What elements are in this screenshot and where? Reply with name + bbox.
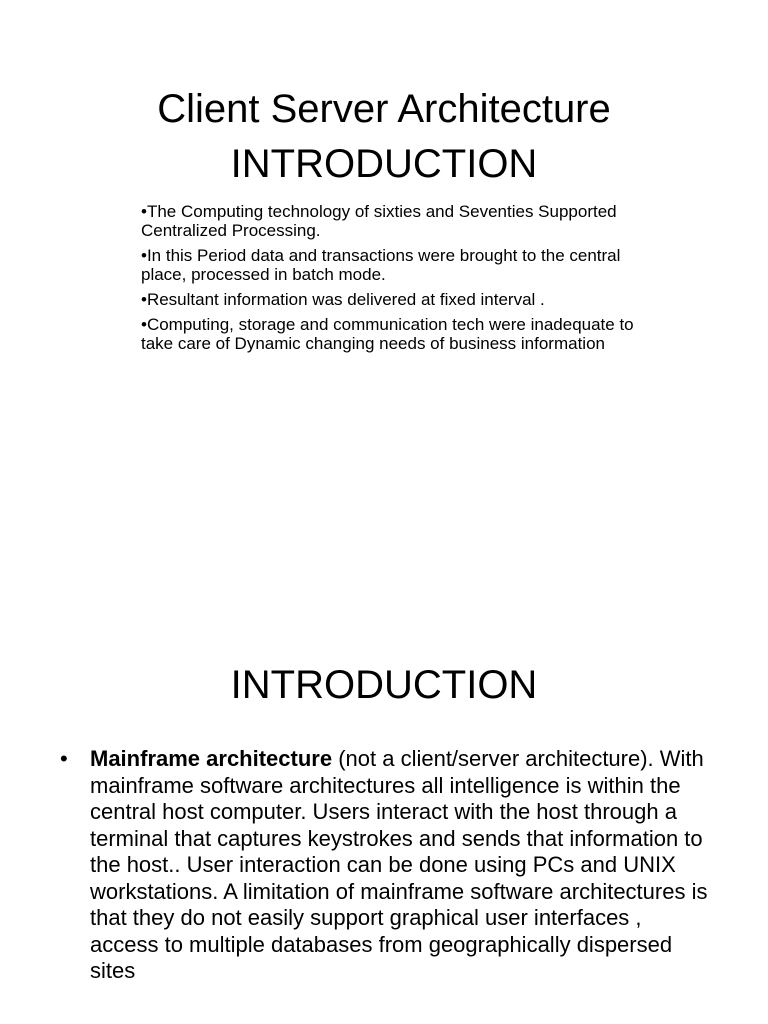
slide-2-title: INTRODUCTION (230, 663, 538, 707)
bullet-item: •The Computing technology of sixties and Seventies Supported Centralized Processing. (141, 202, 617, 240)
bullet-marker: • (60, 746, 68, 771)
slide-1-bullet-list (141, 202, 661, 359)
slide-1-title: Client Server Architecture (157, 87, 611, 131)
bullet-item: •Resultant information was delivered at fixed interval . (141, 290, 545, 309)
slide-2-bullet-list (60, 746, 710, 985)
bullet-item: •Computing, storage and communication tech were inadequate to take care of Dynamic changing needs of business information (141, 315, 634, 353)
bullet-item: •In this Period data and transactions were brought to the central place, processed in batch mode. (141, 246, 621, 284)
bullet-term: Mainframe architecture (90, 746, 333, 771)
bullet-item (60, 746, 710, 985)
slide-1-subtitle: INTRODUCTION (230, 142, 538, 186)
bullet-text: (not a client/server architecture). With mainframe software architectures all intelligence is within the central host computer. Users interact with the host through a terminal that captures keystrokes and sends that information to the host.. User interaction can be done using PCs and UNIX workstations. A limitation of mainframe software architectures is that they do not easily support graphical user interfaces , access to multiple databases from geographically dispersed sites (90, 746, 708, 983)
